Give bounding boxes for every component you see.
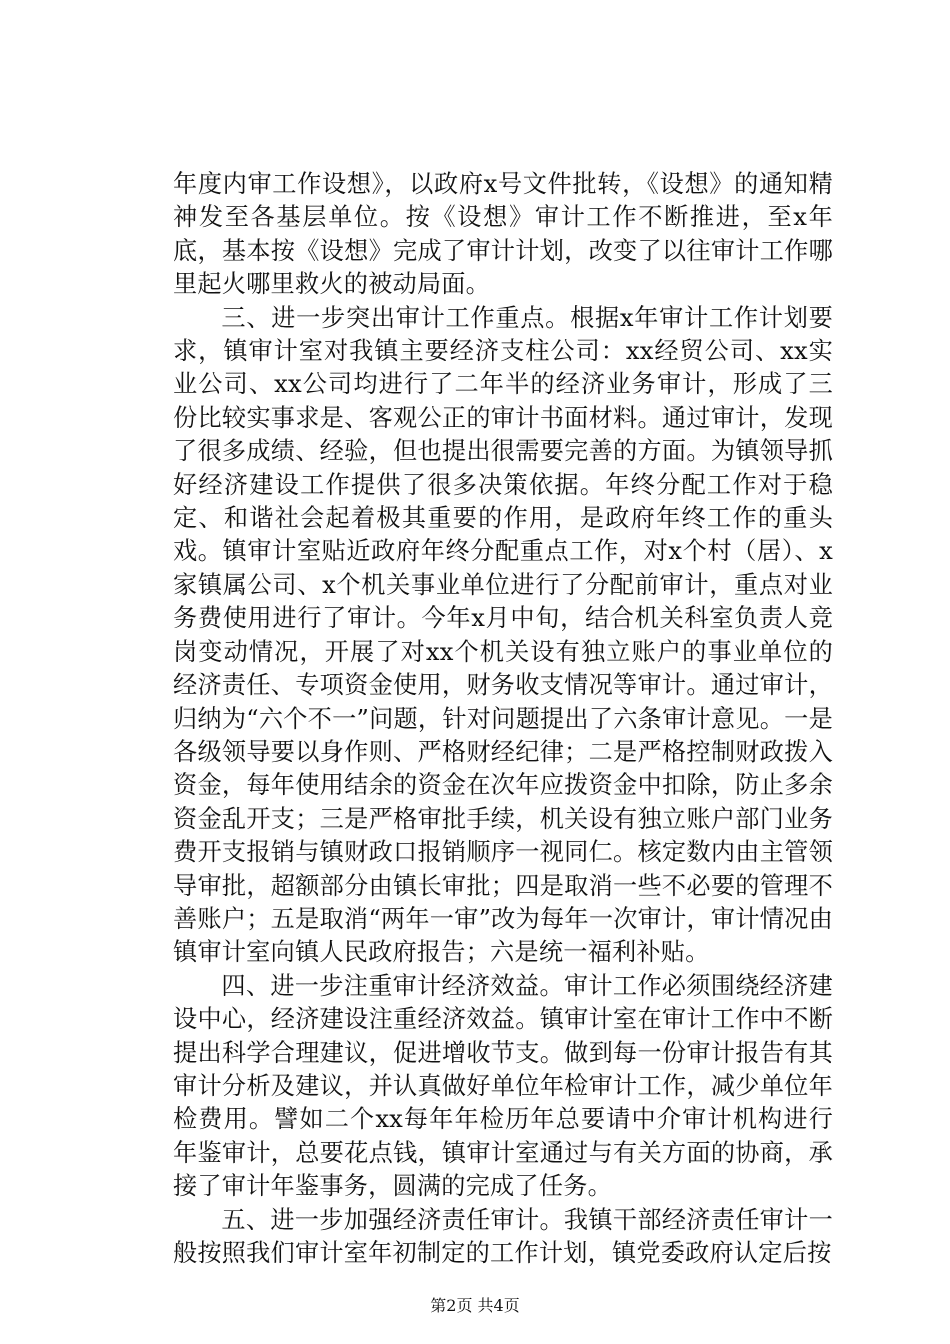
- document-body: [173, 168, 833, 1270]
- paragraph-2: 三、进一步突出审计工作重点。根据x年审计工作计划要求，镇审计室对我镇主要经济支柱公司：xx经贸公司、xx实业公司、xx公司均进行了二年半的经济业务审计，形成了三份比较实事求是、客观公正的审计书面材料。通过审计，发现了很多成绩、经验，但也提出很需要完善的方面。为镇领导抓好经济建设工作提供了很多决策依据。年终分配工作对于稳定、和谐社会起着极其重要的作用，是政府年终工作的重头戏。镇审计室贴近政府年终分配重点工作，对x个村（居）、x家镇属公司、x个机关事业单位进行了分配前审计，重点对业务费使用进行了审计。今年x月中旬，结合机关科室负责人竞岗变动情况，开展了对xx个机关设有独立账户的事业单位的经济责任、专项资金使用，财务收支情况等审计。通过审计，归纳为“六个不一”问题，针对问题提出了六条审计意见。一是各级领导要以身作则、严格财经纪律；二是严格控制财政拨入资金，每年使用结余的资金在次年应拨资金中扣除，防止多余资金乱开支；三是严格审批手续，机关设有独立账户部门业务费开支报销与镇财政口报销顺序一视同仁。核定数内由主管领导审批，超额部分由镇长审批；四是取消一些不必要的管理不善账户；五是取消“两年一审”改为每年一次审计，审计情况由镇审计室向镇人民政府报告；六是统一福利补贴。: [173, 303, 833, 967]
- paragraph-3: 四、进一步注重审计经济效益。审计工作必须围绕经济建设中心，经济建设注重经济效益。镇审计室在审计工作中不断提出科学合理建议，促进增收节支。做到每一份审计报告有其审计分析及建议，并认真做好单位年检审计工作，减少单位年检费用。譬如二个xx每年年检历年总要请中介审计机构进行年鉴审计，总要花点钱，镇审计室通过与有关方面的协商，承接了审计年鉴事务，圆满的完成了任务。: [173, 971, 833, 1201]
- paragraph-4: 五、进一步加强经济责任审计。我镇干部经济责任审计一般按照我们审计室年初制定的工作计划，镇党委政府认定后按: [173, 1205, 833, 1267]
- page-footer: 第2页 共4页: [430, 1296, 520, 1315]
- paragraph-1: 年度内审工作设想》，以政府x号文件批转，《设想》的通知精神发至各基层单位。按《设想》审计工作不断推进，至x年底，基本按《设想》完成了审计计划，改变了以往审计工作哪里起火哪里救火的被动局面。: [173, 170, 833, 299]
